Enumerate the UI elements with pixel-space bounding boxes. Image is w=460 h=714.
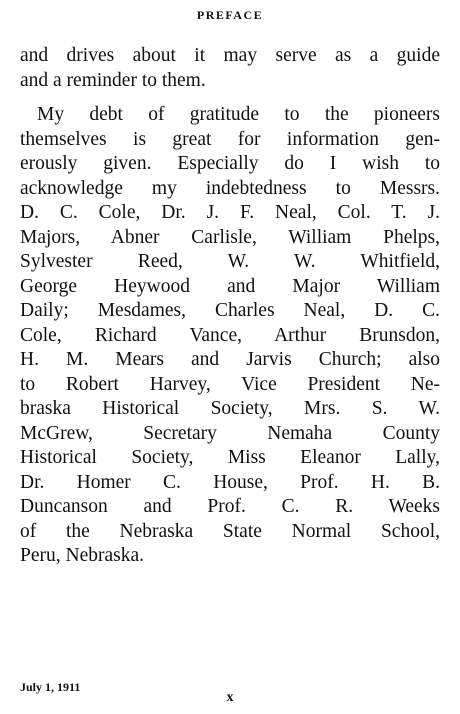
paragraph-2 <box>20 103 440 569</box>
text-line: braska Historical Society, Mrs. S. W. <box>20 398 440 419</box>
text-line: of the Nebraska State Normal School, <box>20 520 440 542</box>
text-line: Sylvester Reed, W. W. Whitfield, <box>20 251 440 272</box>
text-line: Duncanson and Prof. C. R. Weeks <box>20 496 440 517</box>
text-line: My debt of gratitude to the pioneers <box>37 104 440 125</box>
text-line: Historical Society, Miss Eleanor Lally, <box>20 447 440 468</box>
text-line: themselves is great for information gen- <box>20 128 440 150</box>
text-line: Majors, Abner Carlisle, William Phelps, <box>20 226 440 248</box>
text-line: Cole, Richard Vance, Arthur Brunsdon, <box>20 324 440 346</box>
text-line: D. C. Cole, Dr. J. F. Neal, Col. T. J. <box>20 202 440 223</box>
text-line: Daily; Mesdames, Charles Neal, D. C. <box>20 300 440 321</box>
text-line: McGrew, Secretary Nemaha County <box>20 422 440 444</box>
text-line: to Robert Harvey, Vice President Ne- <box>20 373 440 395</box>
text-line: George Heywood and Major William <box>20 275 440 297</box>
preface-date: July 1, 1911 <box>20 680 81 694</box>
preface-body <box>20 44 440 569</box>
page-number: x <box>226 690 234 705</box>
running-head: PREFACE <box>196 8 264 22</box>
text-line: erously given. Especially do I wish to <box>20 153 440 174</box>
text-line: Dr. Homer C. House, Prof. H. B. <box>20 471 440 493</box>
paragraph-1 <box>20 44 440 93</box>
text-line: and a reminder to them. <box>20 69 206 91</box>
text-line: H. M. Mears and Jarvis Church; also <box>20 349 440 370</box>
text-line: Peru, Nebraska. <box>20 545 144 566</box>
text-line: and drives about it may serve as a guide <box>20 45 440 66</box>
text-line: acknowledge my indebtedness to Messrs. <box>20 177 440 199</box>
